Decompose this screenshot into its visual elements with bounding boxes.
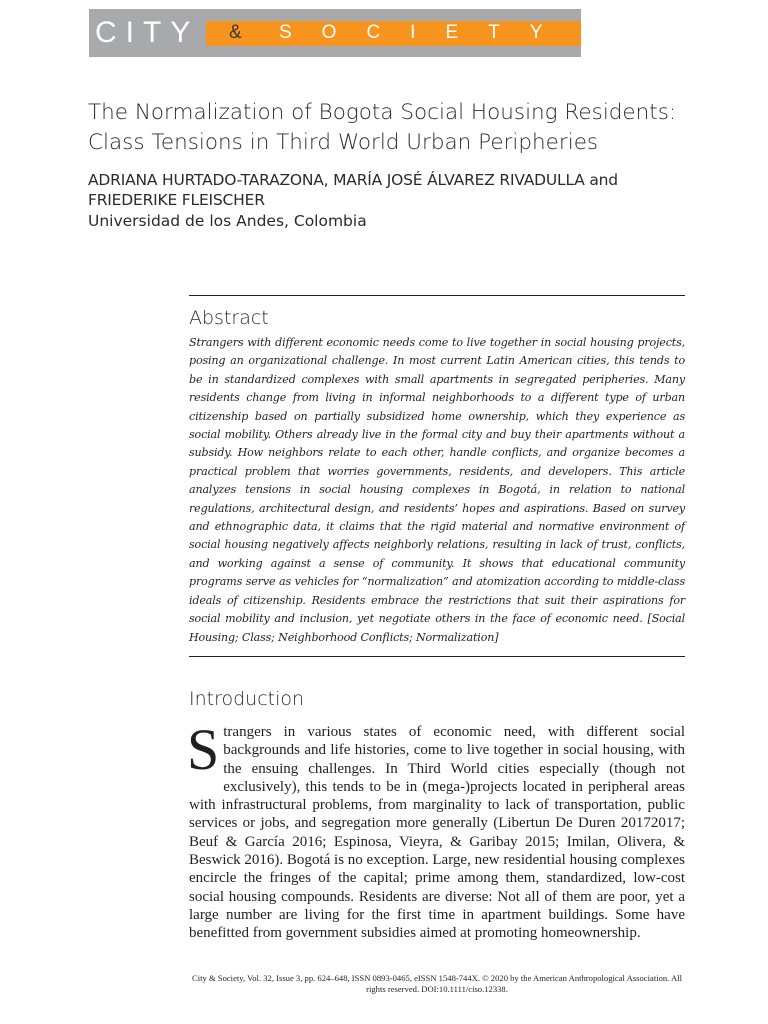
introduction-heading: Introduction <box>189 688 305 710</box>
article-authors: ADRIANA HURTADO-TARAZONA, MARÍA JOSÉ ÁLVAREZ RIVADULLA and FRIEDERIKE FLEISCHER <box>88 171 618 209</box>
page-footer-citation: City & Society, Vol. 32, Issue 3, pp. 624–648, ISSN 0893-0465, eISSN 1548-744X. © 2020 by the American Anthropological Association. All rights reserved. DOI:10.1111/ciso.12338. <box>192 973 682 994</box>
abstract-top-divider <box>189 295 685 296</box>
journal-name-ampersand: & <box>229 22 242 43</box>
abstract-text: Strangers with different economic needs come to live together in social housing projects, posing an organizational challenge. In most current Latin American cities, this tends to be in standardized complexes with small apartments in segregated peripheries. Many residents change from living in informal neighborhoods to a different type of urban citizenship based on partially subsidized home ownership, which they experience as social mobility. Others already live in the formal city and buy their apartments without a subsidy. How neighbors relate to each other, handle conflicts, and organize becomes a practical problem that worries governments, residents, and developers. This article analyzes tensions in social housing complexes in Bogotá, in relation to national regulations, architectural design, and residents’ hopes and aspirations. Based on survey and ethnographic data, it claims that the rigid material and normative environment of social housing negatively affects neighborly relations, resulting in lack of trust, conflicts, and working against a sense of community. It shows that educational community programs serve as vehicles for “normalization” and atomization according to middle-class ideals of citizenship. Residents embrace the restrictions that suit their aspirations for social mobility and inclusion, yet negotiate others in the face of economic need. [Social Housing; Class; Neighborhood Conflicts; Normalization] <box>189 336 685 644</box>
drop-cap: S <box>187 717 220 782</box>
introduction-paragraph <box>187 717 685 943</box>
article-affiliation: Universidad de los Andes, Colombia <box>88 212 367 230</box>
journal-banner <box>89 9 581 57</box>
abstract-bottom-divider <box>189 656 685 657</box>
journal-banner-orange-band <box>206 21 581 46</box>
journal-name-city: CITY <box>95 16 200 49</box>
journal-name-society: SOCIETY <box>279 22 573 43</box>
introduction-text: trangers in various states of economic need, with different social backgrounds and life histories, come to live together in social housing, with the ensuing challenges. In Third World cities especially (though not exclusively), this tends to be in (mega-)projects located in peripheral areas with infrastructural problems, from marginality to lack of transportation, public services or jobs, and segregation more generally (Libertun De Duren 20172017; Beuf & García 2016; Espinosa, Vieyra, & Garibay 2015; Imilan, Olivera, & Beswick 2016). Bogotá is no exception. Large, new residential housing complexes encircle the fringes of the capital; prime among them, standardized, low-cost social housing compounds. Residents are diverse: Not all of them are poor, yet a large number are living for the first time in apartment buildings. Some have benefitted from government subsidies aimed at promoting homeownership. <box>189 724 685 942</box>
article-title: The Normalization of Bogota Social Housing Residents: Class Tensions in Third World Urban Peripheries <box>88 100 677 155</box>
abstract-heading: Abstract <box>189 307 269 329</box>
